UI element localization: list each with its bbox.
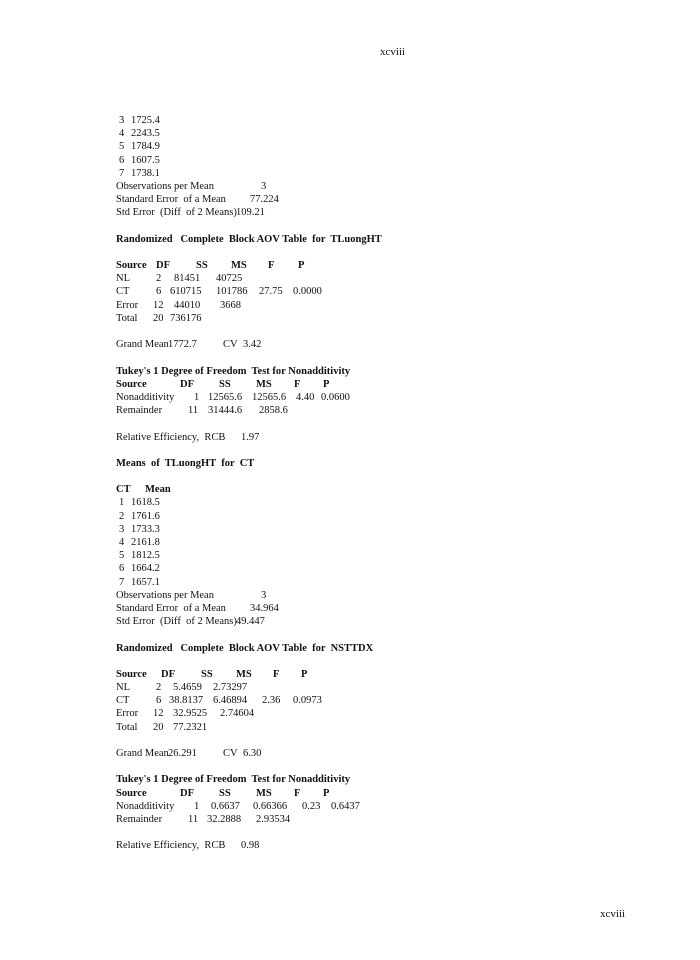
table-row: Nonadditivity 1 12565.6 12565.6 4.40 0.0600 (116, 391, 350, 403)
table-row: NL 2 81451 40725 (116, 273, 243, 285)
tukey-header: Source DF SS MS F P (116, 787, 330, 799)
tukey-header: Source DF SS MS F P (116, 378, 330, 390)
relative-efficiency: Relative Efficiency, RCB 0.98 (116, 840, 260, 852)
relative-efficiency: Relative Efficiency, RCB 1.97 (116, 431, 260, 443)
means-list (116, 496, 616, 588)
table-row: NL 2 5.4659 2.73297 (116, 682, 248, 694)
document-body (116, 114, 616, 853)
means-row: 6 1607.5 (119, 154, 160, 166)
std-error-diff: Std Error (Diff of 2 Means) 49.447 (116, 616, 265, 628)
aov-table (116, 259, 616, 325)
standard-error: Standard Error of a Mean 34.964 (116, 602, 279, 614)
std-error-diff: Std Error (Diff of 2 Means) 109.21 (116, 207, 265, 219)
means-row: 3 1733.3 (119, 523, 160, 535)
page-number-top: xcviii (380, 46, 406, 58)
grand-mean: Grand Mean 26.291 CV 6.30 (116, 748, 262, 759)
table-row: Error 12 44010 3668 (116, 299, 241, 311)
table-row: CT 6 610715 101786 27.75 0.0000 (116, 286, 322, 298)
standard-error: Standard Error of a Mean 77.224 (116, 194, 279, 206)
means-continued (116, 114, 616, 220)
aov-title: Randomized Complete Block AOV Table for TLuongHT (116, 233, 382, 245)
aov-title: Randomized Complete Block AOV Table for NSTTDX (116, 642, 374, 654)
means-row: 5 1784.9 (119, 141, 160, 153)
means-row: 5 1812.5 (119, 550, 160, 562)
means-row: 7 1738.1 (119, 167, 160, 179)
means-row: 4 2161.8 (119, 537, 160, 548)
obs-per-mean: Observations per Mean 3 (116, 180, 267, 192)
aov-table (116, 668, 616, 734)
table-row: Total 20 77.2321 (116, 721, 208, 733)
means-row: 2 1761.6 (119, 510, 160, 522)
aov-header: Source DF SS MS F P (116, 668, 308, 680)
means-header: CT Mean (116, 484, 171, 496)
tukey-title: Tukey's 1 Degree of Freedom Test for Nonadditivity (116, 365, 351, 377)
table-row: Error 12 32.9525 2.74604 (116, 708, 255, 720)
table-row: CT 6 38.8137 6.46894 2.36 0.0973 (116, 695, 322, 707)
means-title: Means of TLuongHT for CT (116, 457, 255, 469)
table-row: Remainder 11 32.2888 2.93534 (116, 813, 291, 825)
tukey-title: Tukey's 1 Degree of Freedom Test for Nonadditivity (116, 774, 351, 786)
means-row: 7 1657.1 (119, 576, 160, 588)
means-row: 4 2243.5 (119, 128, 160, 140)
page-number-bottom: xcviii (600, 908, 626, 920)
grand-mean: Grand Mean 1772.7 CV 3.42 (116, 339, 262, 351)
table-row: Nonadditivity 1 0.6637 0.66366 0.23 0.6437 (116, 800, 360, 812)
obs-per-mean: Observations per Mean 3 (116, 589, 267, 601)
means-row: 6 1664.2 (119, 563, 160, 575)
table-row: Remainder 11 31444.6 2858.6 (116, 405, 288, 417)
aov-header: Source DF SS MS F P (116, 260, 305, 272)
means-row: 1 1618.5 (119, 497, 160, 509)
table-row: Total 20 736176 (116, 312, 202, 324)
means-row: 3 1725.4 (119, 115, 160, 126)
